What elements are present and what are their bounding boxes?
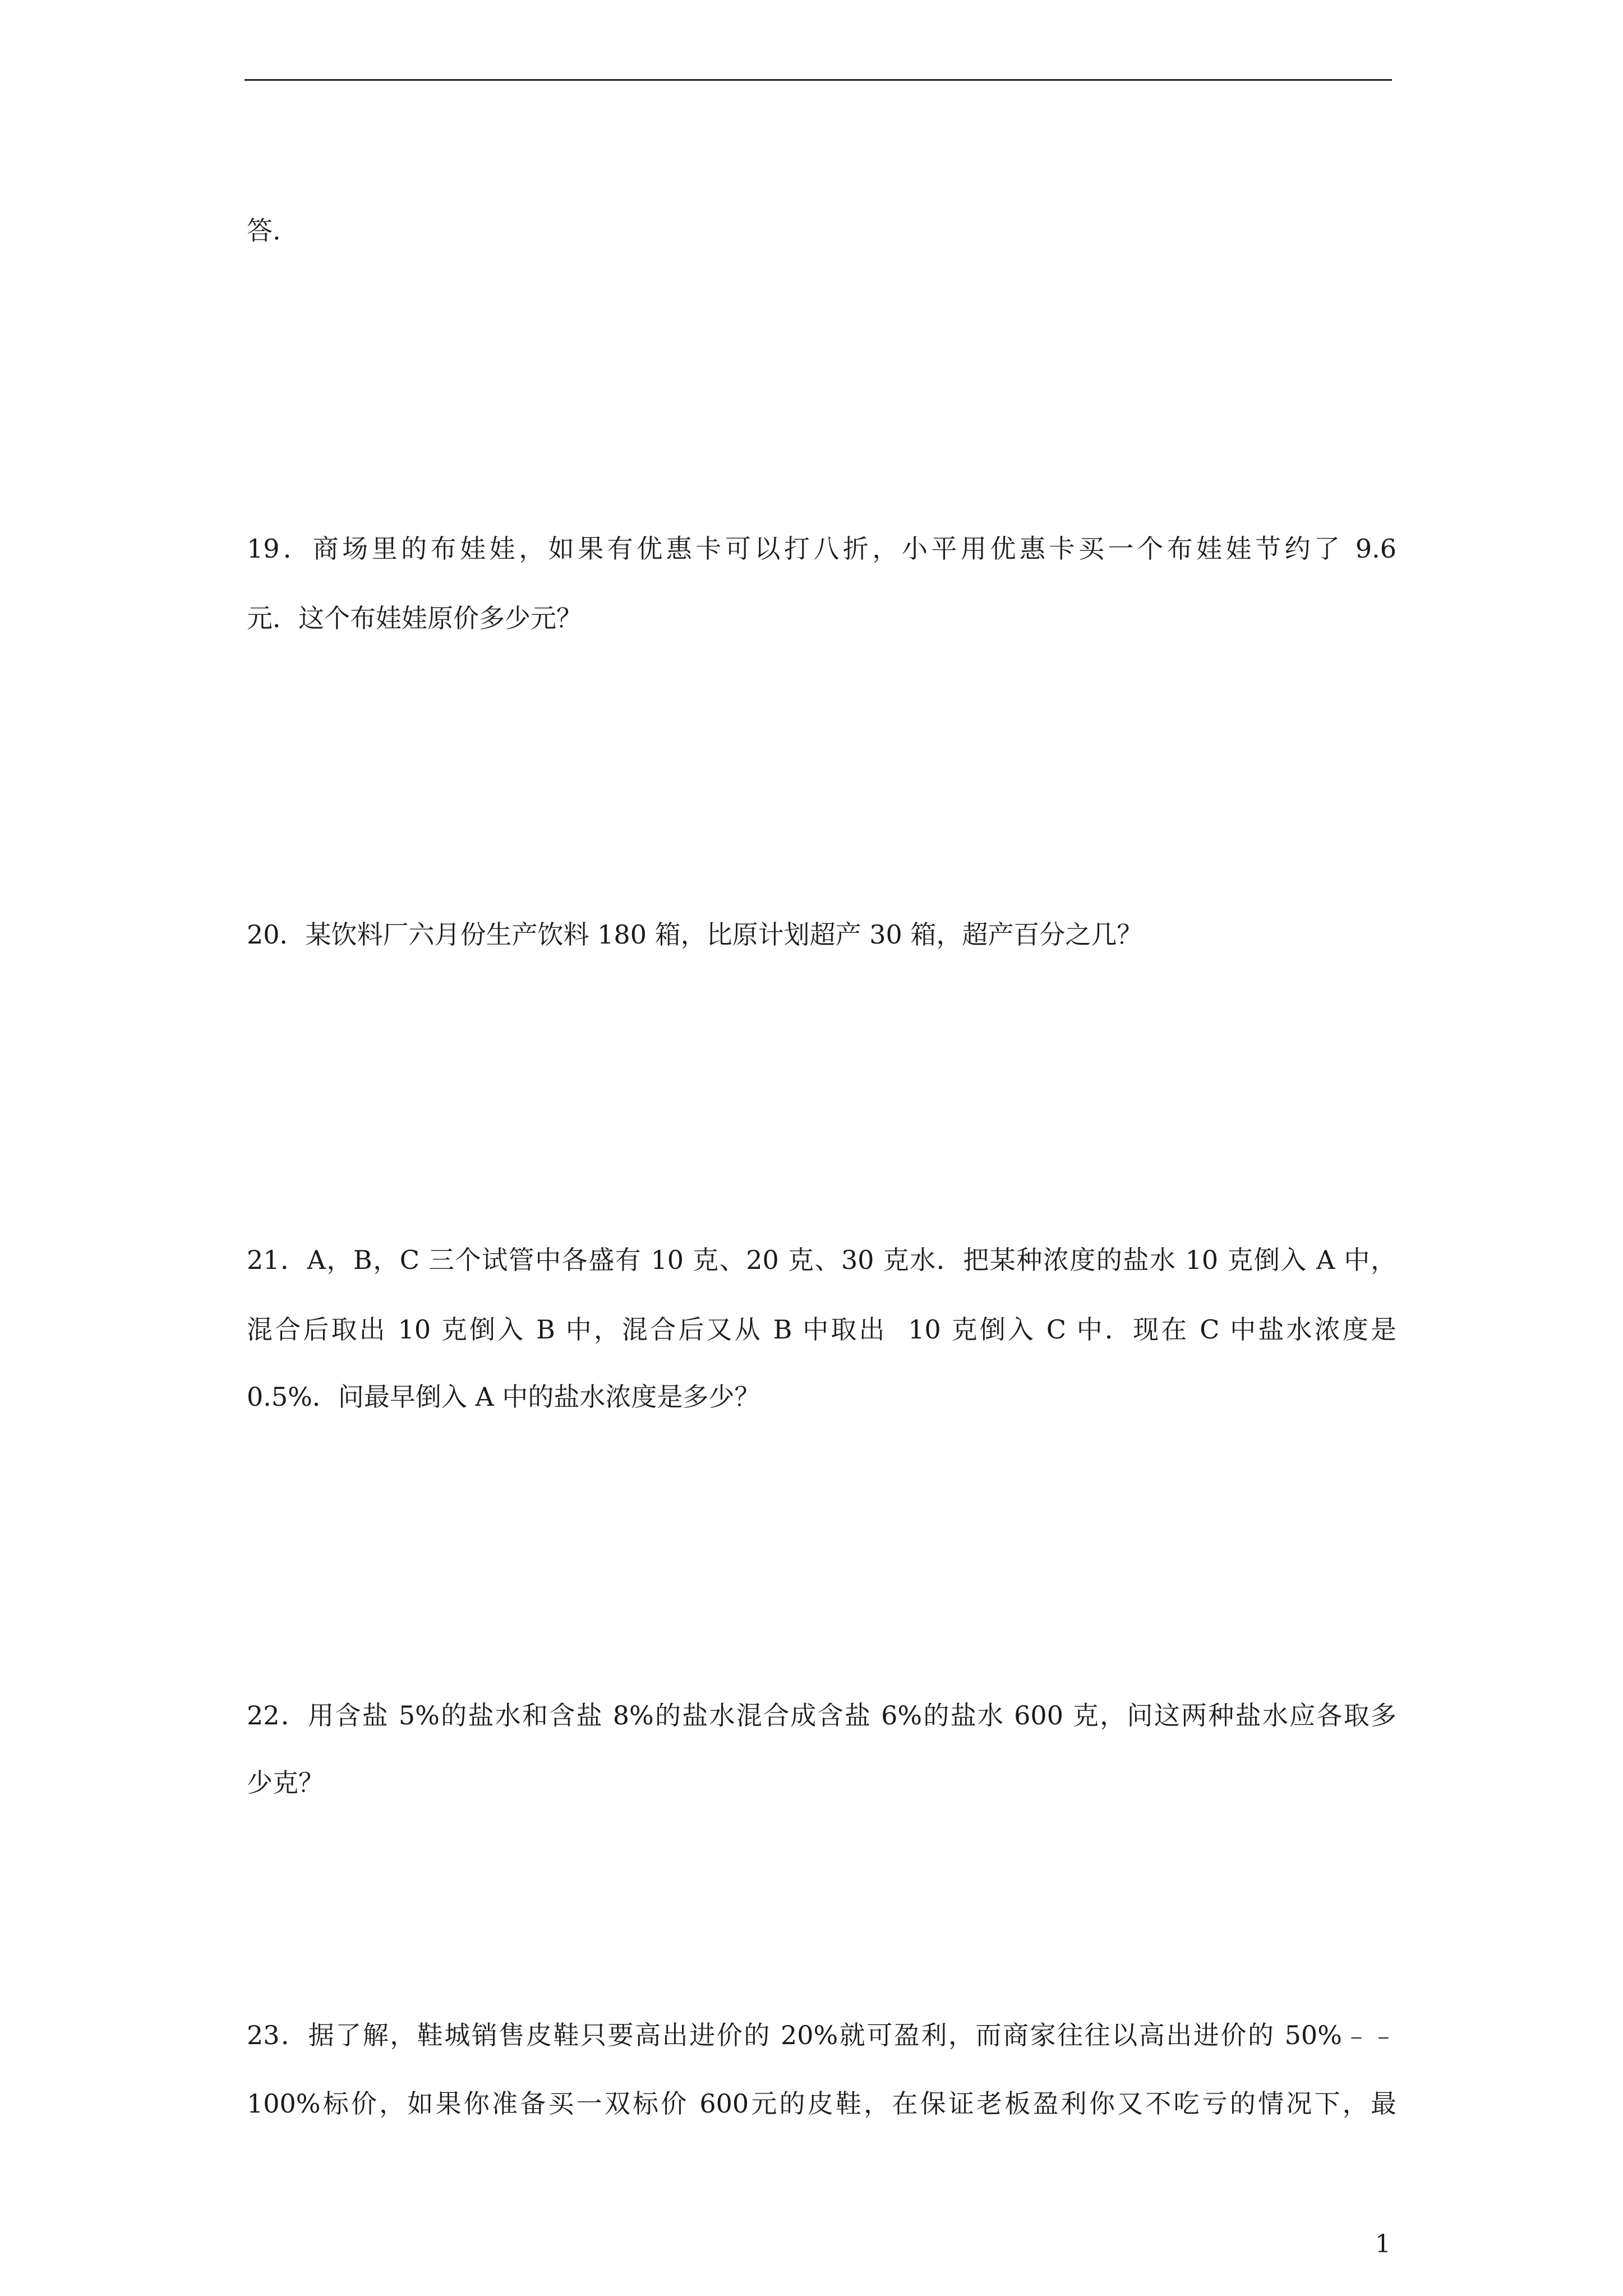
- answer-label: 答.: [247, 215, 281, 246]
- question-line: 20．某饮料厂六月份生产饮料 180 箱，比原计划超产 30 箱，超产百分之几？: [247, 919, 1143, 950]
- question-line: 混合后取出 10 克倒入 B 中，混合后又从 B 中取出 10 克倒入 C 中．现在 C 中盐水浓度是: [247, 1314, 1396, 1345]
- question-line: 少克？: [247, 1768, 324, 1798]
- question-line: 100%标价，如果你准备买一双标价 600元的皮鞋，在保证老板盈利你又不吃亏的情况下，最: [247, 2088, 1396, 2119]
- question-line: 22．用含盐 5%的盐水和含盐 8%的盐水混合成含盐 6%的盐水 600 克，问这两种盐水应各取多: [247, 1700, 1396, 1731]
- question-line: 23．据了解，鞋城销售皮鞋只要高出进价的 20%就可盈利，而商家往往以高出进价的 50%﹣﹣: [247, 2020, 1396, 2050]
- question-line: 0.5%．问最早倒入 A 中的盐水浓度是多少？: [247, 1382, 760, 1412]
- page-number: 1: [1375, 2230, 1391, 2258]
- question-line: 元．这个布娃娃原价多少元？: [247, 603, 582, 633]
- header-rule: [245, 79, 1392, 81]
- question-line: 21．A，B，C 三个试管中各盛有 10 克、20 克、30 克水．把某种浓度的盐水 10 克倒入 A 中，: [247, 1245, 1396, 1275]
- question-line: 19．商场里的布娃娃，如果有优惠卡可以打八折，小平用优惠卡买一个布娃娃节约了 9.6: [247, 533, 1396, 564]
